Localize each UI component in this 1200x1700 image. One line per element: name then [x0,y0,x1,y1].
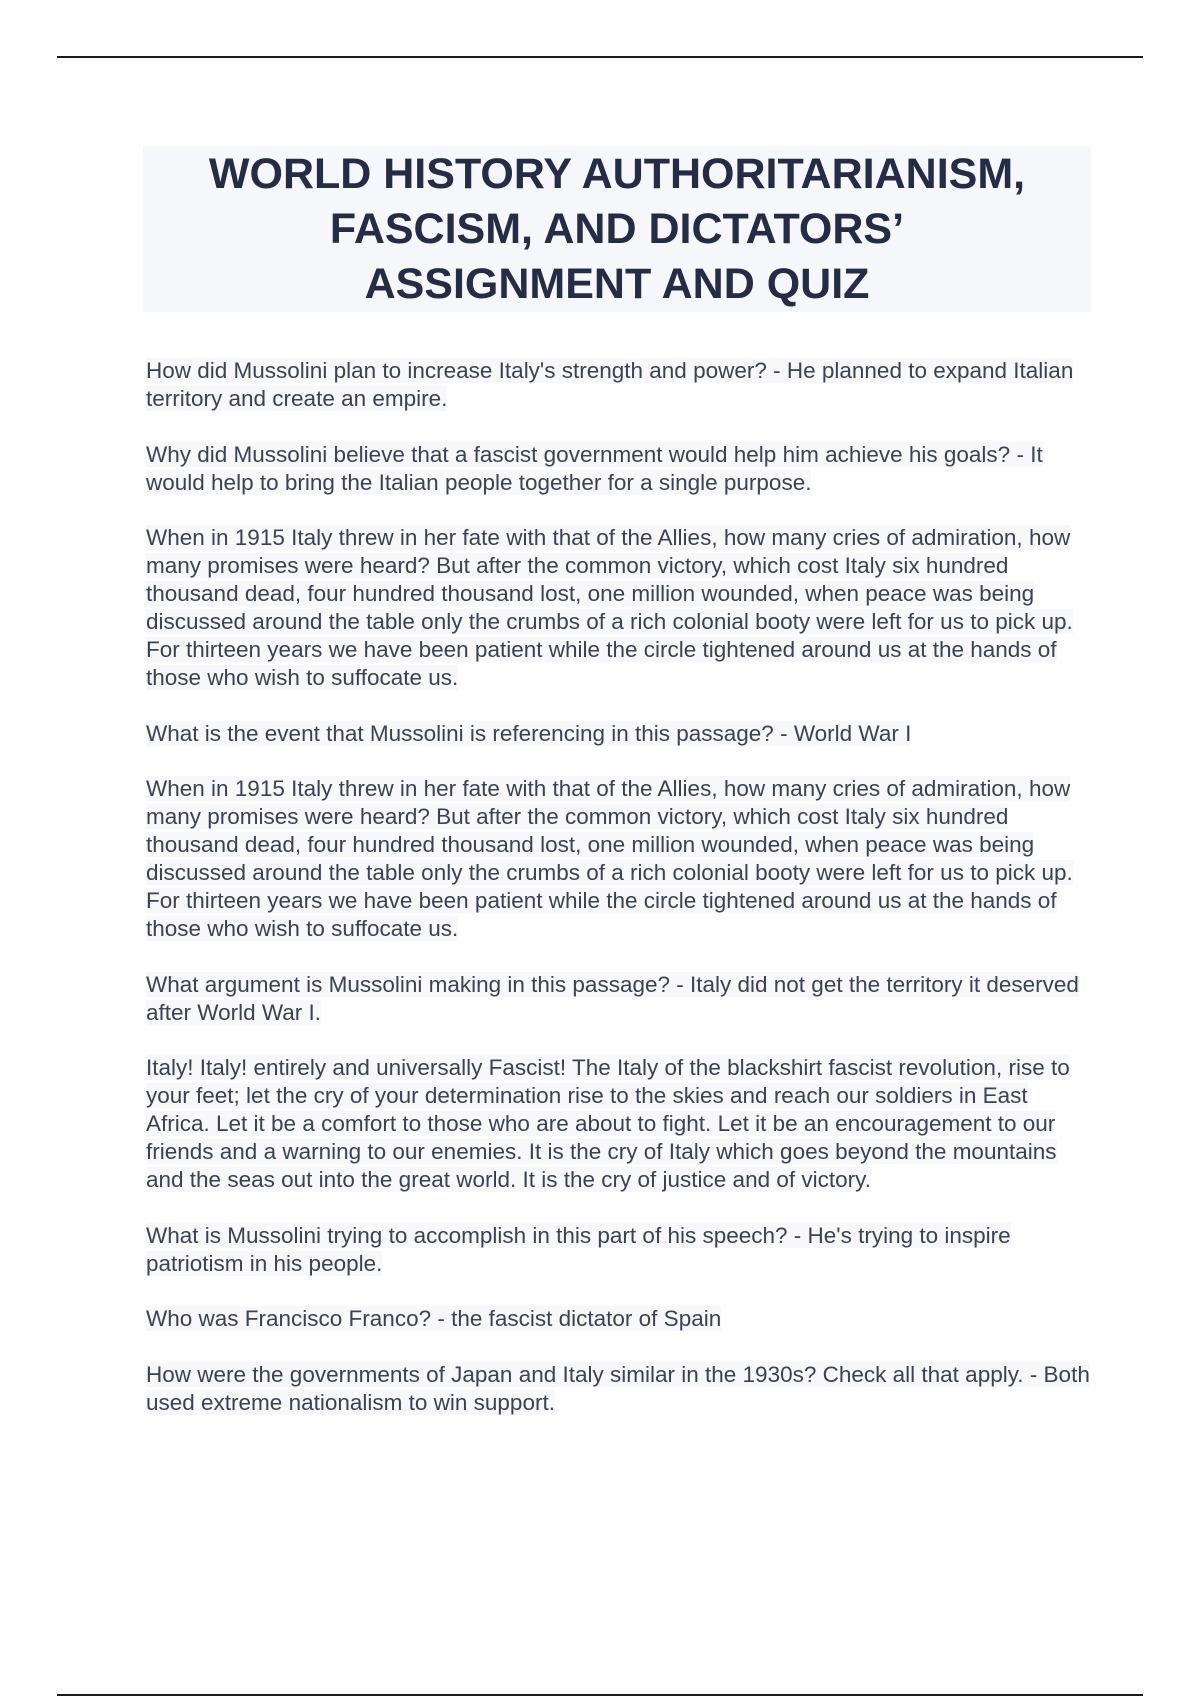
paragraph [146,775,1096,943]
title-line-1: WORLD HISTORY AUTHORITARIANISM, [208,149,1026,198]
paragraph-text: Who was Francisco Franco? - the fascist dictator of Spain [146,1306,722,1331]
document-title [209,147,1025,312]
paragraph [146,720,1096,748]
paragraph-text: What argument is Mussolini making in this passage? - Italy did not get the territory it deserved after World War I. [146,971,1079,1025]
paragraph-text: Why did Mussolini believe that a fascist government would help him achieve his goals? - It would help to bring the Italian people together for a single purpose. [146,441,1043,495]
title-banner [143,146,1091,312]
paragraph-text: When in 1915 Italy threw in her fate with that of the Allies, how many cries of admiration, how many promises were heard? But after the common victory, which cost Italy six hundred thousand dead, four hundred thousand lost, one million wounded, when peace was being discussed around the table only the crumbs of a rich colonial booty were left for us to pick up. For thirteen years we have been patient while the circle tightened around us at the hands of those who wish to suffocate us. [146,525,1073,690]
paragraph [146,524,1096,692]
paragraph [146,1305,1096,1333]
bottom-divider [57,1694,1143,1696]
title-line-2: FASCISM, AND DICTATORS’ [329,204,905,253]
paragraph-text: What is the event that Mussolini is referencing in this passage? - World War I [146,720,912,746]
paragraph [146,441,1096,497]
paragraph-text: Italy! Italy! entirely and universally Fascist! The Italy of the blackshirt fascist revolution, rise to your feet; let the cry of your determination rise to the skies and reach our soldiers in East Africa. Let it be a comfort to those who are about to fight. Let it be an encouragement to our friends and a warning to our enemies. It is the cry of Italy which goes beyond the mountains and the seas out into the great world. It is the cry of justice and of victory. [146,1055,1070,1192]
paragraph [146,1222,1096,1278]
paragraph-text: What is Mussolini trying to accomplish in this part of his speech? - He's trying to inspire patriotism in his people. [146,1222,1011,1276]
paragraph [146,357,1096,413]
paragraph-text: How were the governments of Japan and Italy similar in the 1930s? Check all that apply. - Both used extreme nationalism to win support. [146,1361,1090,1415]
document-body [146,357,1096,1444]
paragraph-text: When in 1915 Italy threw in her fate with that of the Allies, how many cries of admiration, how many promises were heard? But after the common victory, which cost Italy six hundred thousand dead, four hundred thousand lost, one million wounded, when peace was being discussed around the table only the crumbs of a rich colonial booty were left for us to pick up. For thirteen years we have been patient while the circle tightened around us at the hands of those who wish to suffocate us. [146,776,1073,941]
paragraph [146,1054,1096,1194]
title-line-3: ASSIGNMENT AND QUIZ [364,259,870,308]
paragraph [146,1361,1096,1417]
paragraph-text: How did Mussolini plan to increase Italy's strength and power? - He planned to expand Italian territory and create an empire. [146,358,1074,411]
paragraph [146,971,1096,1027]
top-divider [57,56,1143,58]
